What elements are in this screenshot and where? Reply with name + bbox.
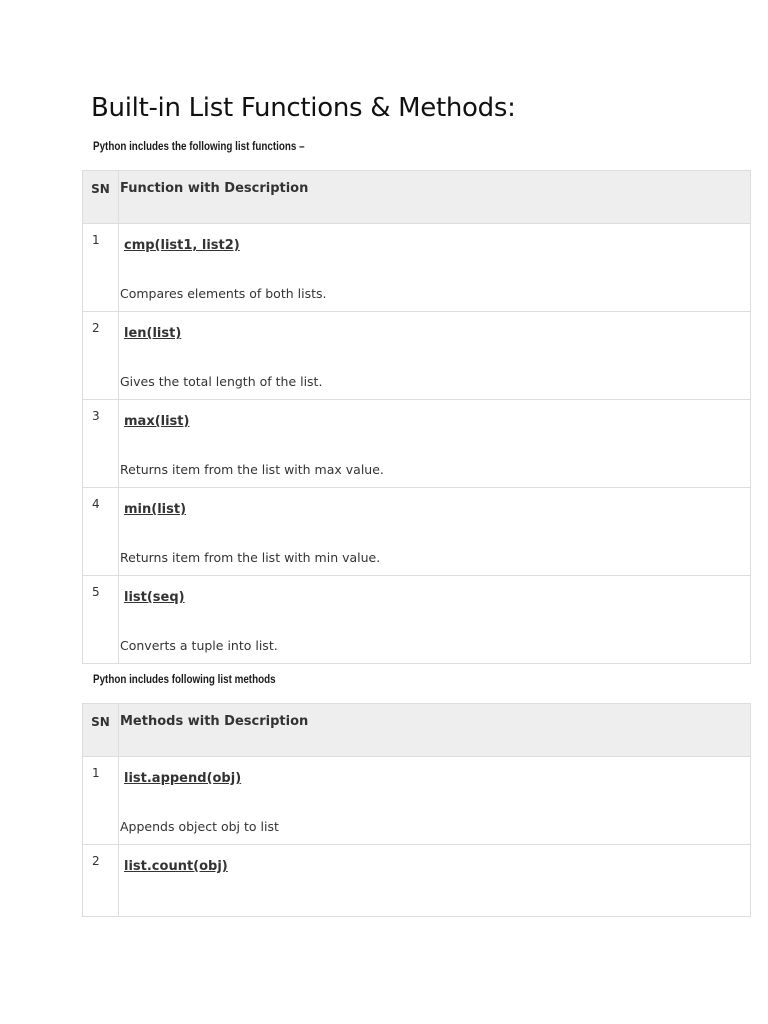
table-row	[83, 757, 751, 845]
table-header-row	[83, 704, 751, 757]
function-description: Converts a tuple into list.	[120, 638, 278, 653]
function-cell	[119, 312, 751, 400]
functions-intro-text: Python includes the following list functions –	[93, 139, 305, 153]
methods-table	[82, 703, 751, 917]
function-link-cmp[interactable]: cmp(list1, list2)	[124, 238, 240, 253]
table-row	[83, 488, 751, 576]
function-cell	[119, 576, 751, 664]
row-number: 4	[83, 488, 119, 576]
function-description: Returns item from the list with max value.	[120, 462, 384, 477]
function-link-len[interactable]: len(list)	[124, 326, 182, 341]
function-description: Compares elements of both lists.	[120, 286, 327, 301]
method-description: Appends object obj to list	[120, 819, 279, 834]
function-description: Gives the total length of the list.	[120, 374, 323, 389]
function-link-list[interactable]: list(seq)	[124, 590, 185, 605]
functions-table	[82, 170, 751, 664]
row-number: 2	[83, 845, 119, 917]
description-column-header: Function with Description	[119, 171, 751, 224]
row-number: 5	[83, 576, 119, 664]
function-link-min[interactable]: min(list)	[124, 502, 187, 517]
method-link-count[interactable]: list.count(obj)	[124, 859, 228, 874]
function-cell	[119, 224, 751, 312]
function-cell	[119, 488, 751, 576]
description-column-header: Methods with Description	[119, 704, 751, 757]
sn-column-header: SN	[83, 171, 119, 224]
row-number: 2	[83, 312, 119, 400]
table-header-row	[83, 171, 751, 224]
sn-column-header: SN	[83, 704, 119, 757]
method-cell	[119, 757, 751, 845]
method-link-append[interactable]: list.append(obj)	[124, 771, 242, 786]
methods-intro-text: Python includes following list methods	[93, 672, 276, 686]
row-number: 1	[83, 757, 119, 845]
page-title: Built-in List Functions & Methods:	[91, 93, 516, 123]
function-cell	[119, 400, 751, 488]
function-description: Returns item from the list with min value.	[120, 550, 381, 565]
table-row	[83, 845, 751, 917]
row-number: 1	[83, 224, 119, 312]
table-row	[83, 400, 751, 488]
table-row	[83, 312, 751, 400]
row-number: 3	[83, 400, 119, 488]
function-link-max[interactable]: max(list)	[124, 414, 190, 429]
method-cell	[119, 845, 751, 917]
table-row	[83, 576, 751, 664]
table-row	[83, 224, 751, 312]
